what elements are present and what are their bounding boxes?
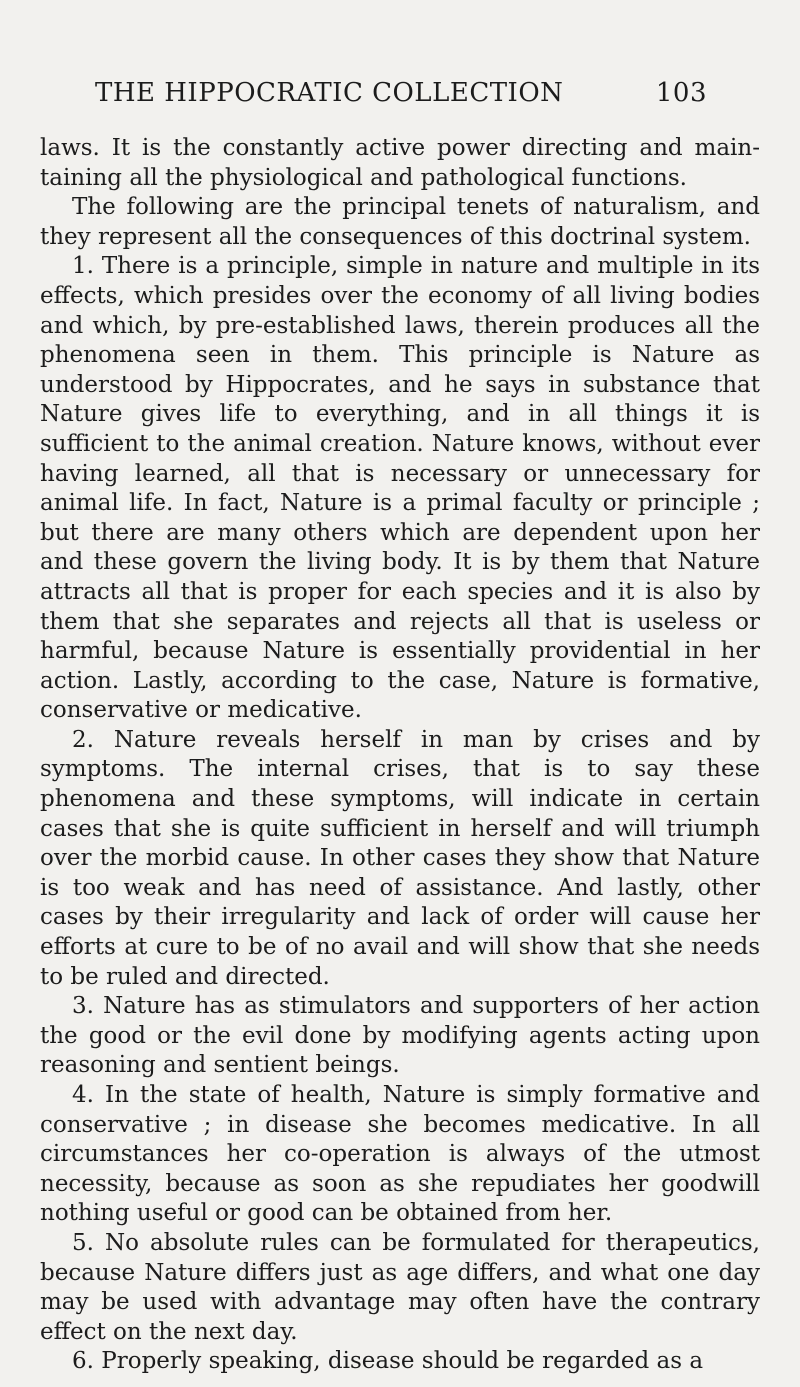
running-title: THE HIPPOCRATIC COLLECTION [95,78,564,108]
body-text [40,134,760,1377]
paragraph: 1. There is a principle, simple in nature and multiple in its effects, which presides over the economy of all living bodies and which, by pre-established laws, therein produces all the phenomena seen in them. This principle is Nature as understood by Hippocrates, and he says in substance that Nature gives life to everything, and in all things it is sufficient to the animal creation. Nature knows, without ever having learned, all that is necessary or unnecessary for animal life. In fact, Nature is a primal faculty or principle ; but there are many others which are dependent upon her and these govern the living body. It is by them that Nature attracts all that is proper for each species and it is also by them that she separates and rejects all that is useless or harmful, because Nature is essentially providential in her action. Lastly, according to the case, Nature is formative, conservative or medicative. [40,253,760,724]
paragraph: 6. Properly speaking, disease should be regarded as a [72,1348,704,1375]
book-page [40,78,760,1377]
paragraph: laws. It is the constantly active power directing and main- taining all the physiological and pathological functions. [40,135,760,191]
paragraph: 5. No absolute rules can be formulated for therapeutics, because Nature differs just as age differs, and what one day may be used with advantage may often have the contrary effect on the next day. [40,1229,760,1345]
paragraph: The following are the principal tenets of naturalism, and they represent all the consequences of this doctrinal system. [40,194,760,250]
paragraph: 4. In the state of health, Nature is simply formative and conservative ; in disease she becomes medicative. In all circumstances her co-operation is always of the utmost necessity, because as soon as she repudiates her goodwill nothing useful or good can be obtained from her. [40,1082,760,1227]
running-head [95,78,707,108]
paragraph: 3. Nature has as stimulators and supporters of her action the good or the evil done by modifying agents acting upon reasoning and sentient beings. [40,993,760,1079]
page-number: 103 [655,78,707,108]
paragraph: 2. Nature reveals herself in man by crises and by symptoms. The internal crises, that is to say these phenomena and these symptoms, will indicate in certain cases that she is quite sufficient in herself and will triumph over the morbid cause. In other cases they show that Nature is too weak and has need of assistance. And lastly, other cases by their irregularity and lack of order will cause her efforts at cure to be of no avail and will show that she needs to be ruled and directed. [40,726,760,990]
